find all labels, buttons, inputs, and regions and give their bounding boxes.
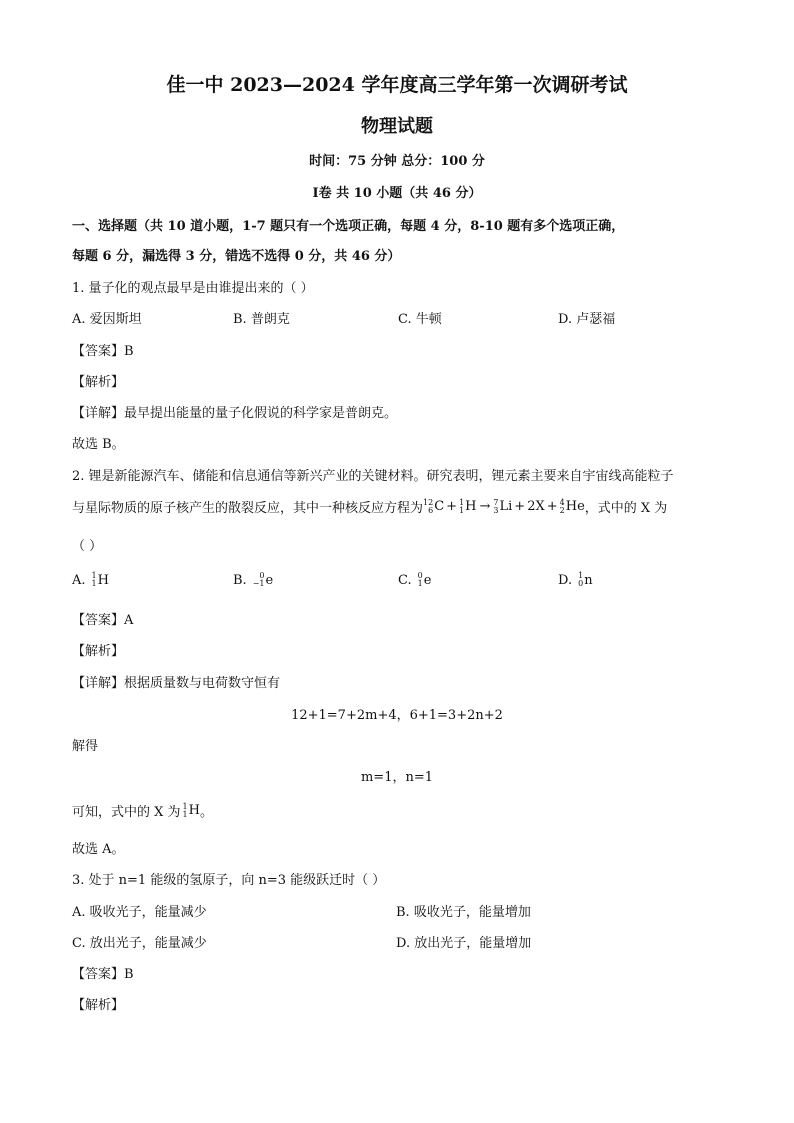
q2-option-a-label: A. <box>72 572 86 588</box>
q2-option-a: A. 1 1 H <box>72 571 109 588</box>
detail-label: 【详解】 <box>72 406 125 421</box>
q1-answer-value: B <box>124 344 134 359</box>
section-line-2: 每题 6 分，漏选得 3 分，错选不选得 0 分，共 46 分） <box>72 249 401 264</box>
q2-detail-text: 根据质量数与电荷数守恒有 <box>124 676 281 691</box>
q3-option-b: B. 吸收光子，能量增加 <box>396 905 531 920</box>
q2-conclusion-post: 。 <box>199 805 213 820</box>
q1-option-d: D. 卢瑟福 <box>558 312 616 327</box>
answer-label: 【答案】 <box>72 967 125 982</box>
detail-label: 【详解】 <box>72 676 125 691</box>
exam-title: 佳一中 2023—2024 学年度高三学年第一次调研考试 <box>166 74 628 96</box>
q2-option-c-label: C. <box>398 572 412 588</box>
q2-analysis-label: 【解析】 <box>72 644 125 659</box>
q1-detail-text: 最早提出能量的量子化假说的科学家是普朗克。 <box>124 406 398 421</box>
q2-stem-line3: （ ） <box>72 539 103 554</box>
q2-conclusion-pre: 可知，式中的 X 为 <box>72 805 181 820</box>
q2-final: 故选 A。 <box>72 842 125 857</box>
q2-answer <box>72 609 133 628</box>
section-line-1: 一、选择题（共 10 道小题，1-7 题只有一个选项正确，每题 4 分，8-10 题有多个选项正确， <box>72 219 625 234</box>
volume-info: Ⅰ卷 共 10 小题（共 46 分） <box>312 186 482 201</box>
q1-conclusion: 故选 B。 <box>72 437 125 452</box>
q1-option-b: B. 普朗克 <box>233 312 290 327</box>
q2-option-c: C. 0 1 e <box>398 571 432 588</box>
q2-stem-line1: 2. 锂是新能源汽车、储能和信息通信等新兴产业的关键材料。研究表明，锂元素主要来自宇宙线高能粒子 <box>72 469 674 484</box>
q2-equation-1: 12+1=7+2m+4，6+1=3+2n+2 <box>291 708 503 723</box>
q1-option-c: C. 牛顿 <box>398 312 442 327</box>
q2-stem-line2-post: ，式中的 X 为 <box>584 501 668 516</box>
q2-solve-label: 解得 <box>72 739 99 754</box>
q2-stem-line2-pre: 与星际物质的原子核产生的散裂反应，其中一种核反应方程为 <box>72 501 424 516</box>
q3-stem: 3. 处于 n=1 能级的氢原子，向 n=3 能级跃迁时（ ） <box>72 873 386 888</box>
q2-option-d: D. 1 0 n <box>558 571 593 588</box>
answer-label: 【答案】 <box>72 344 125 359</box>
q3-option-c: C. 放出光子，能量减少 <box>72 936 207 951</box>
reaction-equation: 12 6 C + 1 1 H → 7 3 Li + 2X + 4 2 He <box>423 497 585 515</box>
q1-detail <box>72 402 397 421</box>
time-info: 时间：75 分钟 总分：100 分 <box>309 154 485 169</box>
q3-option-d: D. 放出光子，能量增加 <box>396 936 532 951</box>
answer-label: 【答案】 <box>72 613 125 628</box>
q2-equation-2: m=1，n=1 <box>360 770 434 785</box>
subject-title: 物理试题 <box>361 116 433 137</box>
q1-option-a: A. 爱因斯坦 <box>72 312 142 327</box>
q2-stem-line2 <box>72 497 667 516</box>
q1-answer <box>72 340 134 359</box>
q2-answer-value: A <box>124 613 134 628</box>
q3-analysis-label: 【解析】 <box>72 998 125 1013</box>
q3-option-a: A. 吸收光子，能量减少 <box>72 905 207 920</box>
q3-answer-value: B <box>124 967 134 982</box>
q3-answer <box>72 963 134 982</box>
q2-conclusion: 可知，式中的 X 为 1 1 H 。 <box>72 801 213 820</box>
q1-analysis-label: 【解析】 <box>72 375 125 390</box>
q1-stem: 1. 量子化的观点最早是由谁提出来的（ ） <box>72 281 314 296</box>
q2-option-b: B. 0 −1 e <box>233 571 274 588</box>
q2-detail <box>72 672 280 691</box>
q2-option-d-label: D. <box>558 572 573 588</box>
q2-option-b-label: B. <box>233 572 247 588</box>
